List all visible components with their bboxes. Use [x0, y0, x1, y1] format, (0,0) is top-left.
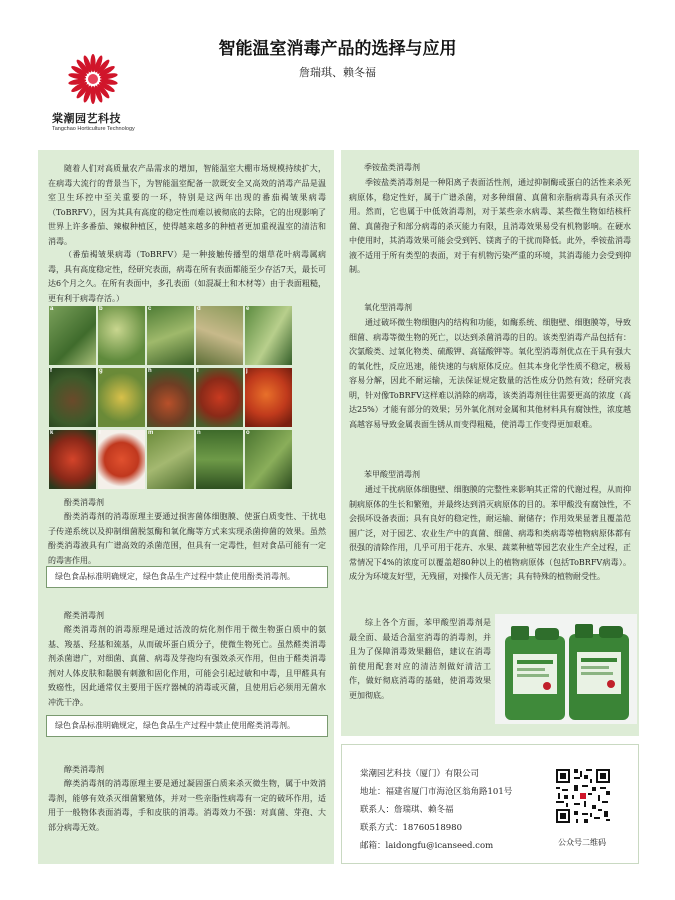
symptom-photo: b [98, 306, 145, 365]
tobrfv-paragraph: （番茄褐皱果病毒（ToBRFV）是一种接触传播型的烟草花叶病毒属病毒，具有高度稳定性，经研究表面，病毒在所有表面都能至少存活7天，最长可达6个月之久。在所有表面中，多孔表面（如混凝土和木材等）由于表面粗糙，更有利于病毒存活。） [48, 250, 326, 303]
intro-paragraph: 随着人们对高质量农产品需求的增加，智能温室大棚市场规模持续扩大，在病毒大流行的背景当下，为智能温室配备一款既安全又高效的消毒产品是温室卫生环控中至关重要的一环，特别是这两年出现的番茄褐皱果病毒（ToBRFV），因为其具有高度的稳定性而难以被彻底的去除，它的出现影响了世界上许多番茄、辣椒种植区，使得越来越多的种植者更加重视温室的清洁和消毒。 [48, 164, 326, 246]
symptom-photo: l [98, 430, 145, 489]
symptom-photo: d [196, 306, 243, 365]
benzoic-paragraph: 通过干扰病原体细胞壁、细胞膜的完整性来影响其正常的代谢过程，从而抑制病原体的生长和繁殖，并最终达到消灭病原体的目的。苯甲酸没有腐蚀性，不会损坏设备表面；具有良好的稳定性，耐运输、耐储存；作用效果显著且覆盖范围广泛，对于园艺、农业生产中的真菌、细菌、病毒和类病毒等植物病原体都有很强的清除作用，几乎可用于花卉、水果、蔬菜种植等园艺农业生产全过程，正常情况下4%的浓度可以覆盖超80种以上的植物病原体（包括ToBRFV病毒）。成分为环境友好型，无残留，对操作人员无害；具有特殊的植物耐受性。 [349, 485, 631, 581]
symptom-photo: m [147, 430, 194, 489]
aldehyde-heading: 醛类消毒剂 [64, 611, 104, 620]
quat-heading: 季铵盐类消毒剂 [364, 163, 420, 172]
oxidizing-heading: 氧化型消毒剂 [364, 303, 412, 312]
phenol-standard-note: 绿色食品标准明确规定，绿色食品生产过程中禁止使用酚类消毒剂。 [46, 566, 328, 588]
symptom-photo: a [49, 306, 96, 365]
symptom-photo: g [98, 368, 145, 427]
company-address: 地址：福建省厦门市海沧区翁角路101号 [360, 787, 513, 797]
symptom-photo: f [49, 368, 96, 427]
symptom-photo: e [245, 306, 292, 365]
company-name: 棠潮园艺科技（厦门）有限公司 [360, 769, 480, 779]
symptom-photo: i [196, 368, 243, 427]
logo-english-name: Tangchao Horticulture Technology [52, 126, 135, 132]
disinfectant-bottles-icon [495, 614, 637, 724]
symptom-photo: o [245, 430, 292, 489]
contact-phone[interactable]: 联系方式：18760518980 [360, 823, 462, 833]
aldehyde-standard-note: 绿色食品标准明确规定，绿色食品生产过程中禁止使用醛类消毒剂。 [46, 715, 328, 737]
page-title: 智能温室消毒产品的选择与应用 [218, 39, 457, 59]
symptom-photo: j [245, 368, 292, 427]
alcohol-heading: 醇类消毒剂 [64, 765, 104, 774]
aldehyde-paragraph: 醛类消毒剂的消毒原理是通过活泼的烷化剂作用于微生物蛋白质中的氨基、羧基、羟基和巯基，从而破坏蛋白质分子，使微生物死亡。虽然醛类消毒剂杀菌谱广，对细菌、真菌、病毒及芽孢均有强效杀灭作用，但由于醛类消毒剂对人体皮肤和黏膜有刺激和固化作用，可能会引起过敏和中毒，且甲醛具有致癌性，因此通常仅主要用于医疗器械的消毒或灭菌，且使用后必须用无菌水冲洗干净。 [48, 625, 326, 707]
authors: 詹瑞琪、赖冬福 [299, 66, 376, 79]
phenol-paragraph: 酚类消毒剂的消毒原理主要通过损害菌体细胞膜、使蛋白质变性、干扰电子传递系统以及抑制细菌脱氢酶和氧化酶等方式来实现杀菌抑菌的效果。虽然酚类消毒液具有广谱高效的杀菌范围，但具有一定毒性，但对食品可能有一定的毒害作用。 [48, 512, 326, 565]
symptom-photo-grid [49, 306, 293, 490]
qr-code-icon[interactable] [554, 767, 612, 825]
phenol-heading: 酚类消毒剂 [64, 498, 104, 507]
qr-caption: 公众号二维码 [558, 838, 606, 847]
summary-paragraph: 综上各个方面，苯甲酸型消毒剂是最全面、最适合温室消毒的消毒剂，并且为了保障消毒效果翻倍，建议在消毒前使用配套对应的清洁剂做好清洁工作，做好彻底消毒的基础，使消毒效果更加彻底。 [349, 618, 491, 700]
contact-email[interactable]: 邮箱：laidongfu@icanseed.com [360, 841, 494, 851]
symptom-photo: h [147, 368, 194, 427]
symptom-photo: k [49, 430, 96, 489]
logo-name: 棠潮园艺科技 [52, 112, 121, 125]
alcohol-paragraph: 醇类消毒剂的消毒原理主要是通过凝固蛋白质来杀灭微生物，属于中效消毒剂，能够有效杀灭细菌繁殖体，并对一些亲脂性病毒有一定的破坏作用，适用于一般物体表面消毒，手和皮肤的消毒。消毒效力不强：对真菌、芽孢、大部分病毒无效。 [48, 779, 326, 832]
symptom-photo: c [147, 306, 194, 365]
symptom-photo: n [196, 430, 243, 489]
oxidizing-paragraph: 通过破坏微生物细胞内的结构和功能，如酶系统、细胞壁、细胞膜等，导致细菌、病毒等微生物的死亡，以达到杀菌消毒的目的。该类型消毒产品包括有：次氯酸类、过氧化物类、硫酸钾、高锰酸钾等。氧化型消毒剂优点在于具有强大的氧化性，反应迅速，能快速的与病原体反应。但其本身化学性质不稳定，极易容易分解，因此不耐运输，无法保证规定数量的活性成分仍然有效；经研究表明，针对像ToBRFV这样难以消除的病毒，该类消毒剂往往需要更高的浓度（高达25%）才能有部分的效果；另外氧化剂对金属和其他材料具有腐蚀性，浓度越高越容易导致金属表面生锈从而变得粗糙，使消毒工作变得更加艰难。 [349, 318, 631, 429]
contact-person: 联系人：詹瑞琪、赖冬福 [360, 805, 454, 815]
benzoic-heading: 苯甲酸型消毒剂 [364, 470, 420, 479]
quat-paragraph: 季铵盐类消毒剂是一种阳离子表面活性剂，通过抑制酶或蛋白的活性来杀死病原体，稳定性好，属于广谱杀菌，对多种细菌、真菌和亲脂病毒具有杀灭作用。然而，它也属于中低效消毒剂，对于某些亲水病毒、某些微生物如结核杆菌、真菌孢子和部分病毒的杀灭能力有限，且消毒效果易受有机物影响。在硬水中使用时，其消毒效果可能会受到钙、镁离子的干扰而降低。此外，季铵盐消毒液不适用于所有类型的表面，对于有机物污染严重的环境，其消毒能力会受到抑制。 [349, 178, 631, 274]
product-photo [495, 614, 637, 724]
contact-box [341, 744, 639, 864]
